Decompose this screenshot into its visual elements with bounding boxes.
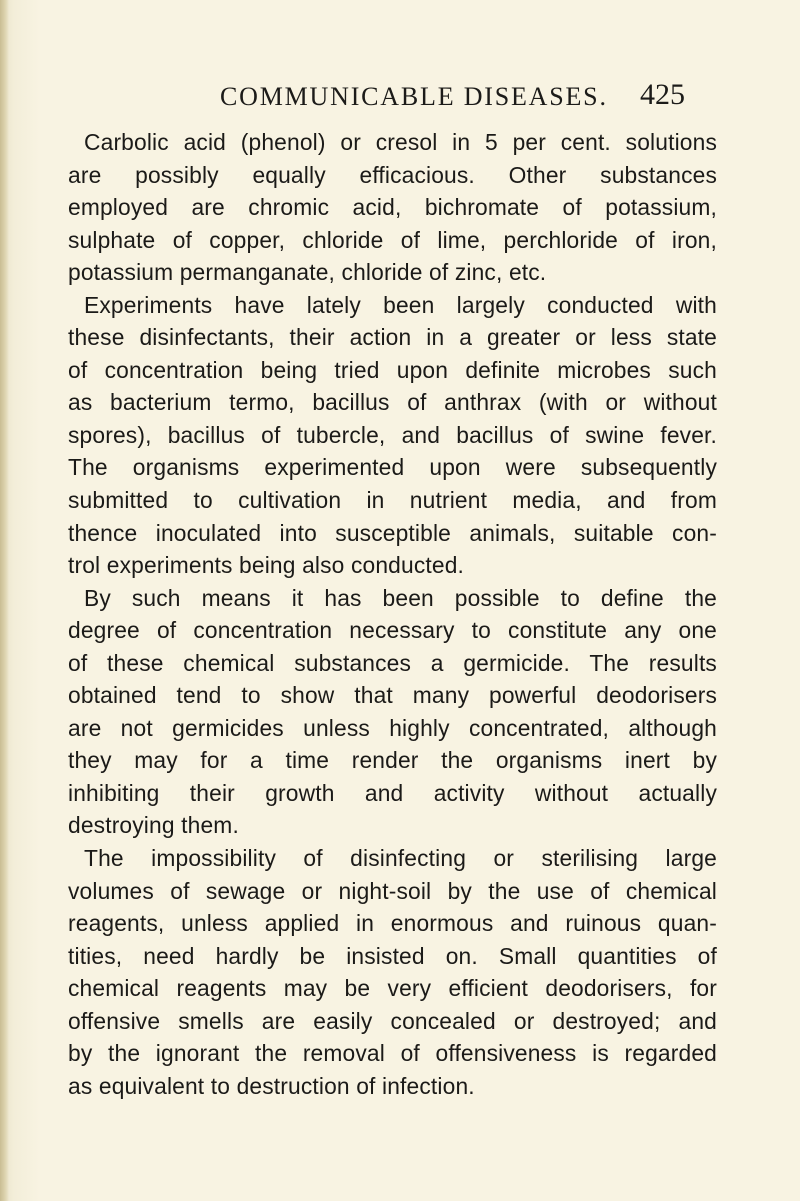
text-line: offensive smells are easily concealed or destroyed; and [68,1007,717,1034]
text-line: Carbolic acid (phenol) or cresol in 5 per cent. solutions [84,129,717,155]
paragraph [68,126,717,289]
text-line: as equivalent to destruction of infection. [68,1072,475,1099]
text-line: of these chemical substances a germicide. The results [68,649,717,676]
text-line: inhibiting their growth and activity without actually [68,779,717,806]
text-line: The organisms experimented upon were subsequently [68,454,717,481]
text-line: potassium permanganate, chloride of zinc, etc. [68,259,547,286]
text-line: are possibly equally efficacious. Other substances [68,161,717,188]
page-binding-edge [0,0,9,1201]
text-line: tities, need hardly be insisted on. Small quantities of [68,942,717,969]
text-line: by the ignorant the removal of offensiveness is regarded [68,1040,717,1067]
page-number: 425 [640,78,685,111]
paragraph [68,582,717,842]
text-line: trol experiments being also conducted. [68,552,465,579]
text-line: chemical reagents may be very efficient deodorisers, for [68,975,717,1002]
text-line: thence inoculated into susceptible animals, suitable con- [68,519,717,546]
page-header [0,76,800,116]
paragraph [68,842,717,1102]
text-line: degree of concentration necessary to constitute any one [68,617,717,644]
text-line: The impossibility of disinfecting or sterilising large [84,845,717,872]
text-line: destroying them. [68,812,239,839]
text-line: these disinfectants, their action in a greater or less state [68,324,717,351]
text-line: employed are chromic acid, bichromate of potassium, [68,194,717,221]
text-line: as bacterium termo, bacillus of anthrax (with or without [68,389,717,416]
paragraph [68,289,717,582]
body-text [68,126,717,1102]
text-line: sulphate of copper, chloride of lime, perchloride of iron, [68,226,717,253]
text-line: reagents, unless applied in enormous and ruinous quan- [68,910,717,937]
text-line: volumes of sewage or night-soil by the use of chemical [68,877,717,904]
text-line: spores), bacillus of tubercle, and bacillus of swine fever. [68,421,717,448]
text-line: obtained tend to show that many powerful deodorisers [68,682,717,709]
text-line: submitted to cultivation in nutrient media, and from [68,487,717,514]
text-line: are not germicides unless highly concentrated, although [68,714,717,741]
text-line: By such means it has been possible to define the [84,584,717,611]
text-line: they may for a time render the organisms inert by [68,747,717,774]
text-line: Experiments have lately been largely conducted with [84,291,717,318]
running-head: COMMUNICABLE DISEASES. [220,82,608,111]
text-line: of concentration being tried upon definite microbes such [68,356,717,383]
